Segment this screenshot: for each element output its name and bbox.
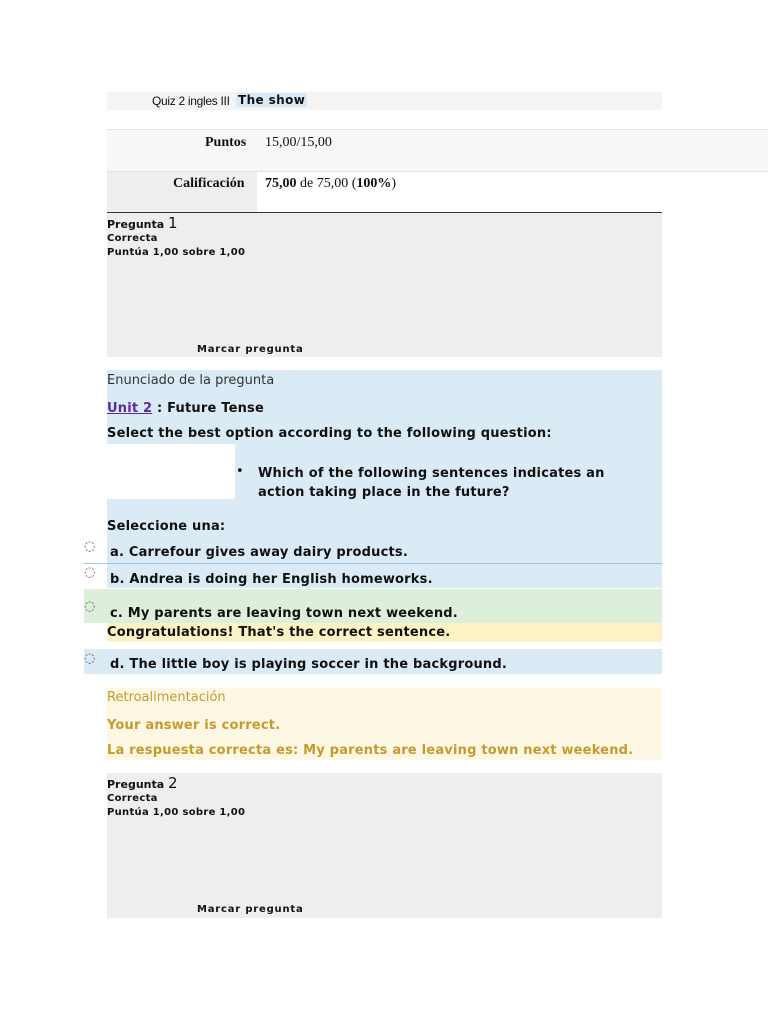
radio-button-icon[interactable]: ◌ (84, 599, 96, 614)
quiz-title: Quiz 2 ingles III (152, 94, 230, 108)
radio-button-icon[interactable]: ◌ (84, 539, 96, 554)
grade-label: Calificación (173, 176, 245, 191)
unit-link[interactable]: Unit 2 (107, 401, 153, 416)
unit-line: Unit 2 : Future Tense (107, 401, 264, 416)
option-d[interactable]: d. The little boy is playing soccer in the background. (110, 657, 507, 672)
question-2-score: Puntúa 1,00 sobre 1,00 (107, 807, 246, 818)
summary-row-grade (107, 171, 768, 213)
instruction-text: Select the best option according to the following question: (107, 426, 552, 441)
question-2-info (107, 773, 662, 918)
radio-button-icon[interactable]: ◌ (84, 651, 96, 666)
bullet-icon: • (236, 464, 244, 479)
question-1-info (107, 213, 662, 357)
points-value: 15,00/15,00 (265, 135, 332, 150)
feedback-heading: Retroalimentación (107, 690, 226, 705)
option-a[interactable]: a. Carrefour gives away dairy products. (110, 545, 408, 560)
question-1-title: Pregunta 1 (107, 214, 178, 232)
points-label: Puntos (205, 135, 247, 150)
question-1-score: Puntúa 1,00 sobre 1,00 (107, 247, 246, 258)
question-bullet-text: Which of the following sentences indicates an action taking place in the future? (258, 466, 605, 500)
feedback-answer: La respuesta correcta es: My parents are leaving town next weekend. (107, 743, 634, 758)
question-1-state: Correcta (107, 233, 158, 244)
flag-question-2-link[interactable]: Marcar pregunta (197, 904, 304, 915)
question-2-state: Correcta (107, 793, 158, 804)
feedback-correct: Your answer is correct. (107, 718, 281, 733)
option-c[interactable]: c. My parents are leaving town next weekend. (110, 606, 458, 621)
grade-value: 75,00 de 75,00 (100%) (265, 176, 397, 191)
select-one-label: Seleccione una: (107, 519, 226, 534)
statement-heading: Enunciado de la pregunta (107, 373, 275, 388)
quiz-title-highlight: The show (238, 93, 306, 107)
summary-row-points (107, 129, 768, 171)
flag-question-1-link[interactable]: Marcar pregunta (197, 344, 304, 355)
option-feedback-text: Congratulations! That's the correct sentence. (107, 625, 451, 640)
question-2-title: Pregunta 2 (107, 774, 178, 792)
option-b[interactable]: b. Andrea is doing her English homeworks. (110, 572, 433, 587)
radio-button-icon[interactable]: ◌ (84, 565, 96, 580)
